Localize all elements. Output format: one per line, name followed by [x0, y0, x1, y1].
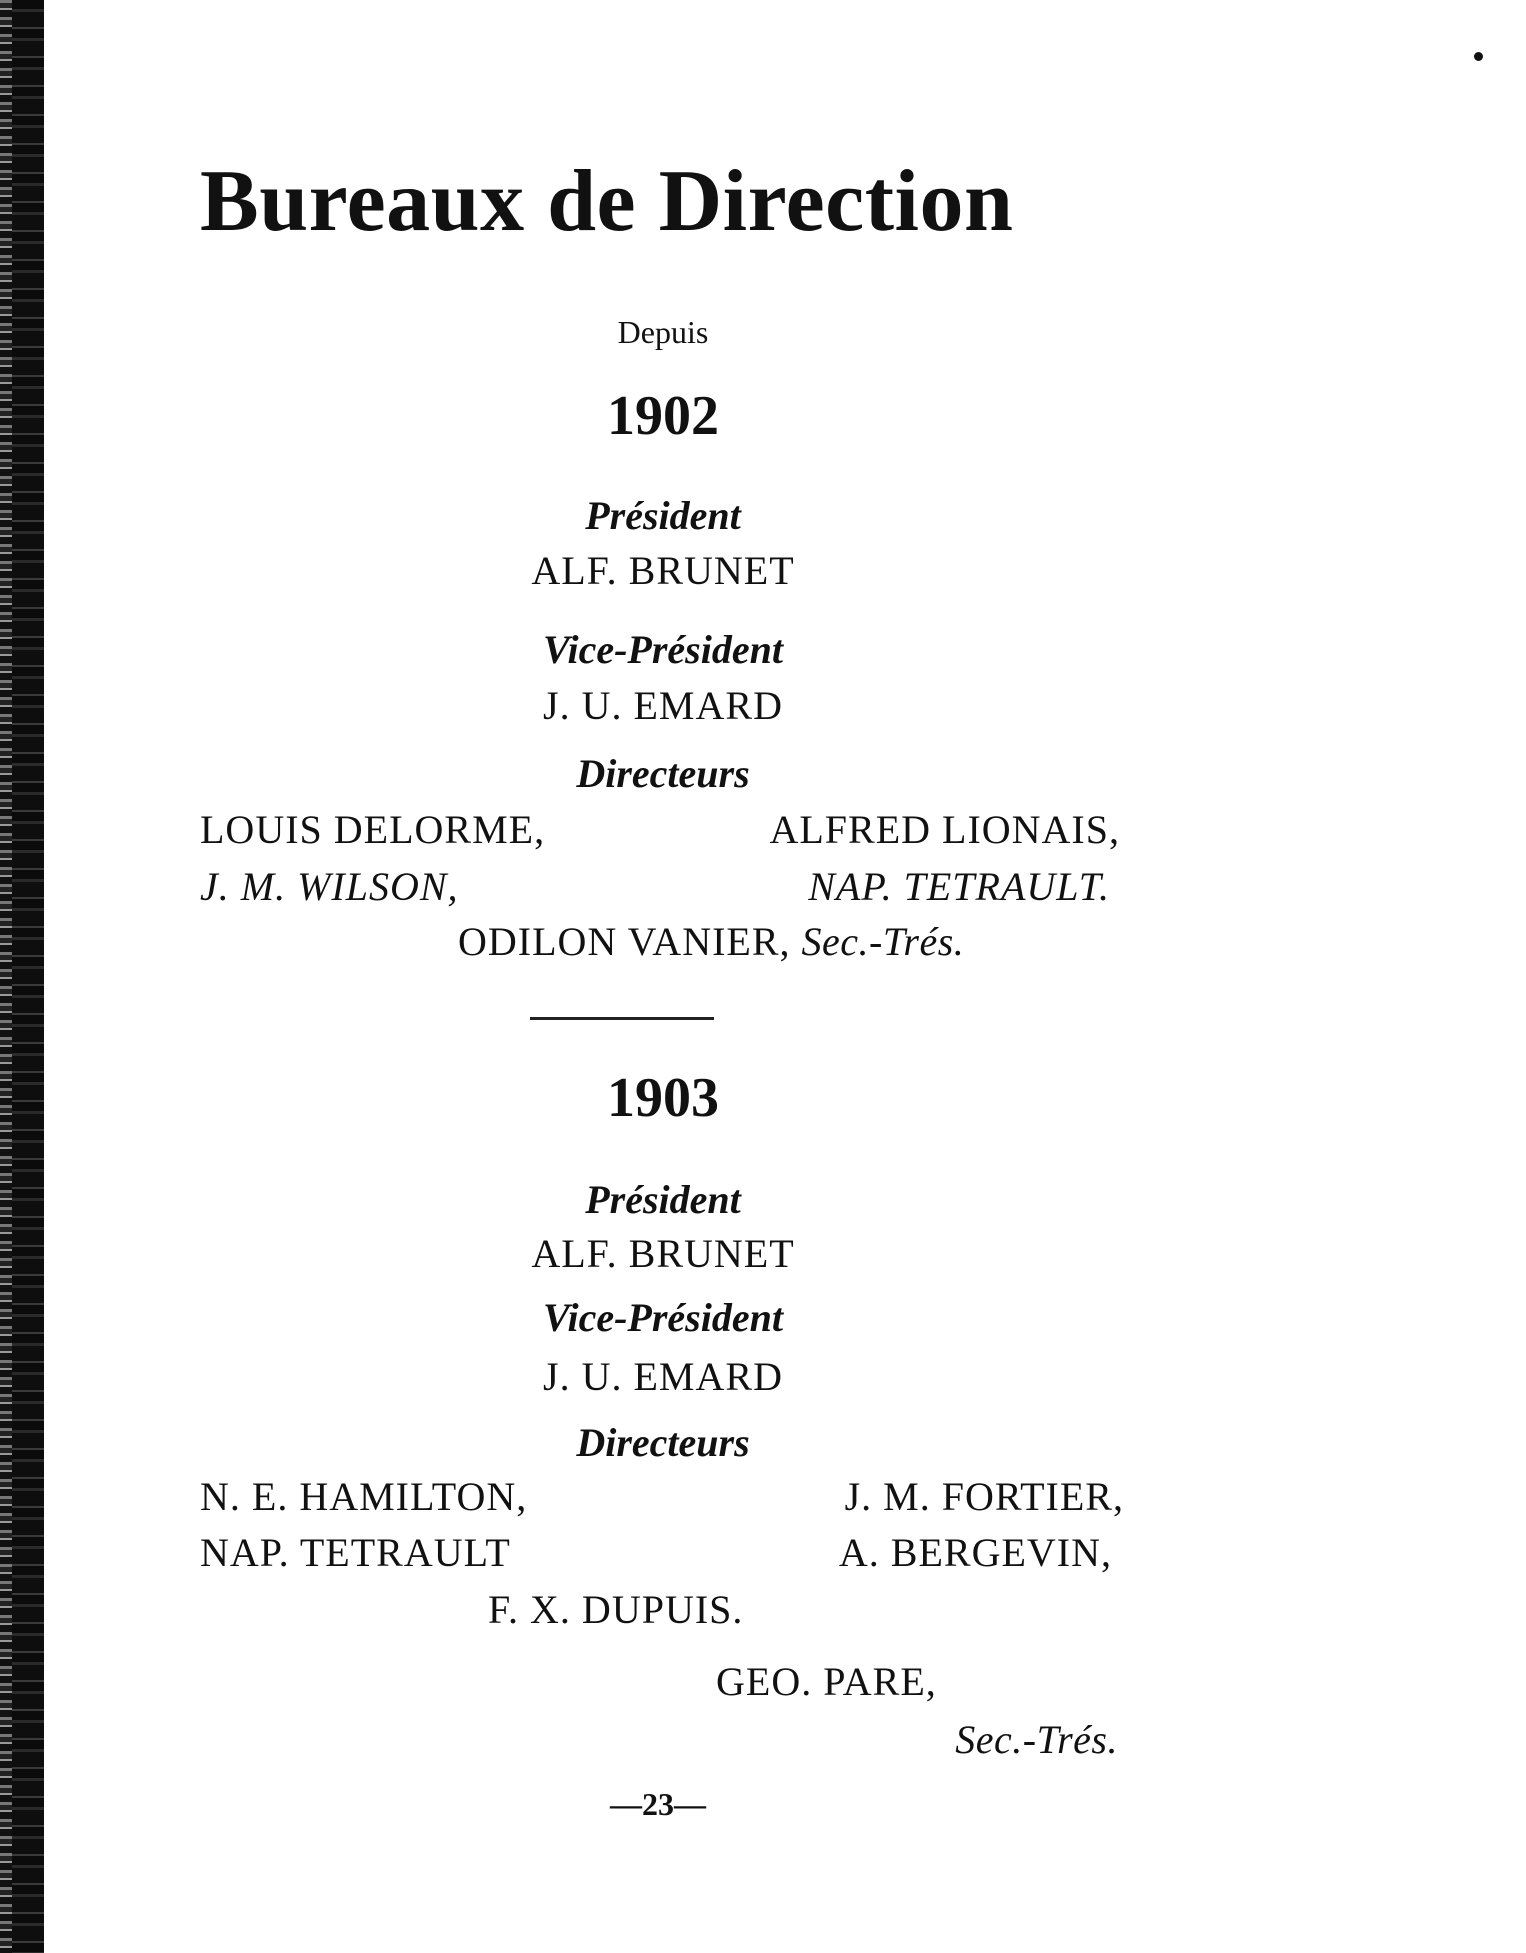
- director-name: F. X. DUPUIS.: [488, 1587, 744, 1632]
- secretary-line: [458, 919, 965, 964]
- directors-label: Directeurs: [576, 1420, 750, 1465]
- director-name: ALFRED LIONAIS,: [769, 807, 1120, 852]
- president-name: ALF. BRUNET: [531, 1231, 795, 1276]
- vice-president-label: Vice-Président: [543, 1295, 783, 1340]
- director-name: N. E. HAMILTON,: [200, 1474, 528, 1519]
- section-divider: [530, 1017, 714, 1020]
- subtitle: Depuis: [617, 314, 709, 350]
- secretary-name: GEO. PARE,: [716, 1659, 937, 1704]
- director-name: J. M. FORTIER,: [844, 1474, 1124, 1519]
- page-number: —23—: [610, 1786, 706, 1822]
- director-name: NAP. TETRAULT.: [808, 864, 1110, 909]
- director-name: A. BERGEVIN,: [838, 1530, 1112, 1575]
- secretary-title: Sec.-Trés.: [801, 919, 965, 964]
- year-heading-1903: 1903: [607, 1067, 719, 1129]
- ink-speck: [1474, 52, 1483, 61]
- director-name: J. M. WILSON,: [200, 864, 459, 909]
- year-heading-1902: 1902: [607, 385, 719, 447]
- president-label: Président: [585, 493, 741, 538]
- vice-president-name: J. U. EMARD: [543, 1354, 783, 1399]
- directors-label: Directeurs: [576, 751, 750, 796]
- secretary-name: ODILON VANIER,: [458, 919, 791, 964]
- secretary-title: Sec.-Trés.: [955, 1717, 1118, 1762]
- page-title: Bureaux de Direction: [200, 153, 1014, 250]
- director-name: NAP. TETRAULT: [200, 1530, 511, 1575]
- president-name: ALF. BRUNET: [531, 548, 795, 593]
- vice-president-label: Vice-Président: [543, 627, 783, 672]
- director-name: LOUIS DELORME,: [200, 807, 546, 852]
- president-label: Président: [585, 1177, 741, 1222]
- vice-president-name: J. U. EMARD: [543, 683, 783, 728]
- binding-edge: [0, 0, 44, 1953]
